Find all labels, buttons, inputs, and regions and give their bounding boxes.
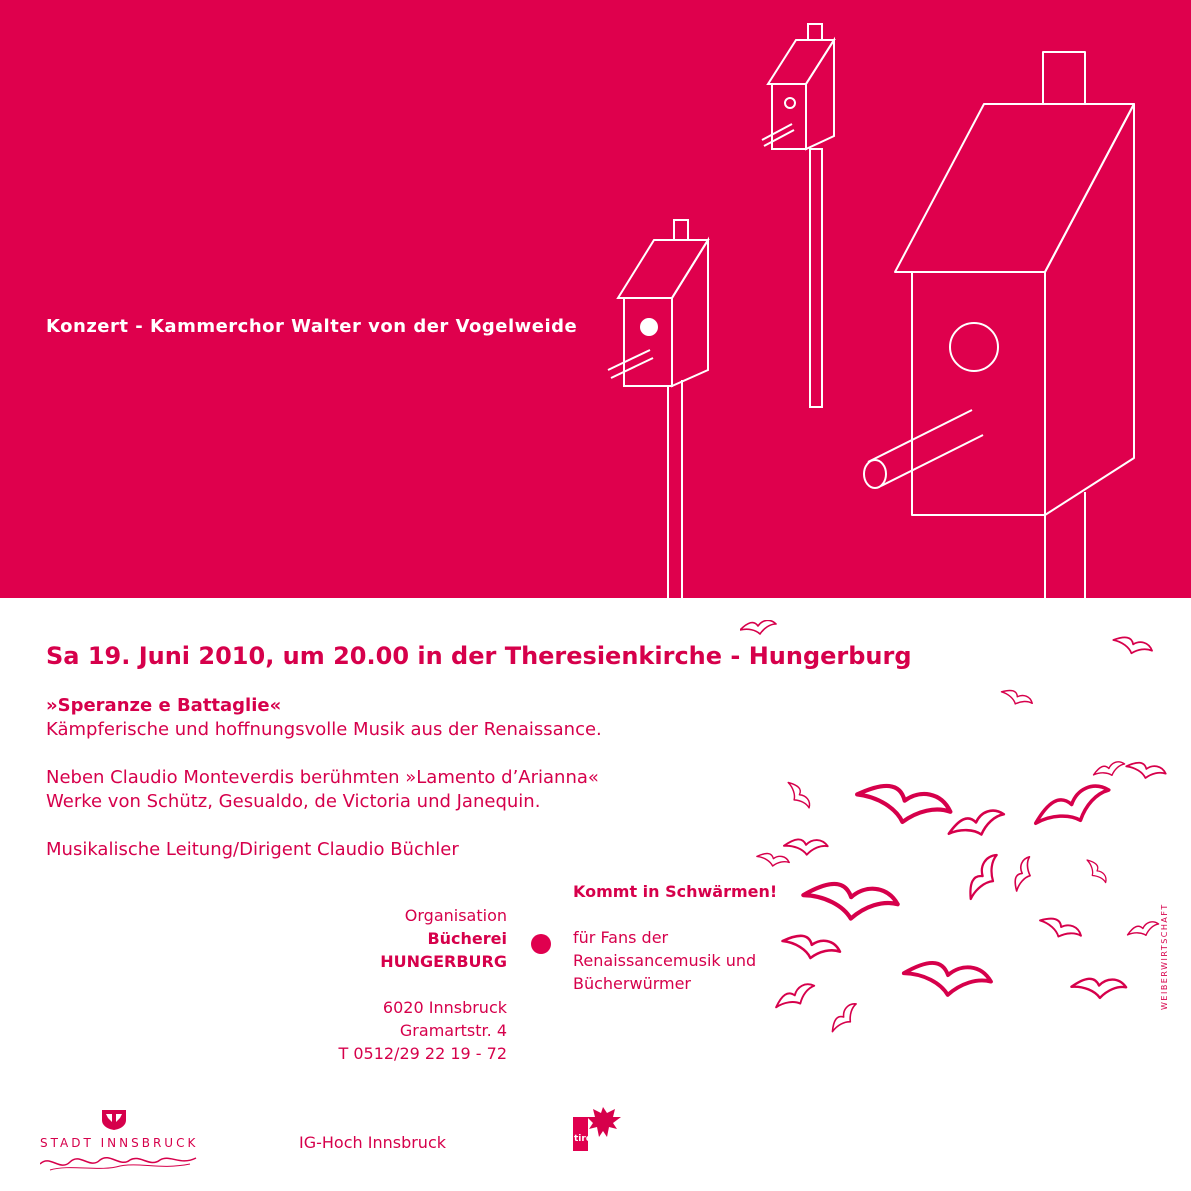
organisation-label: Organisation <box>404 906 507 925</box>
separator-dot <box>531 934 551 954</box>
bird-flock-icon <box>740 620 1180 1060</box>
innsbruck-crest-icon <box>100 1108 260 1130</box>
tirol-text: tirol <box>574 1134 596 1144</box>
promo-line1: für Fans der <box>573 928 669 947</box>
ig-hoch-text: IG-Hoch Innsbruck <box>299 1133 447 1152</box>
organisation-block <box>338 904 507 1065</box>
banner-subtitle: Konzert - Kammerchor Walter von der Vogelweide <box>46 316 578 337</box>
organisation-name2: HUNGERBURG <box>380 952 507 971</box>
organisation-phone: T 0512/29 22 19 - 72 <box>338 1044 507 1063</box>
tirol-eagle-icon <box>573 1103 623 1155</box>
innsbruck-logo-text: STADT INNSBRUCK <box>40 1136 199 1150</box>
designer-credit: WEIBERWIRTSCHAFT <box>1160 903 1169 1010</box>
promo-title: Kommt in Schwärmen! <box>573 882 778 901</box>
small-birdhouse-left <box>608 220 708 598</box>
large-birdhouse <box>864 52 1134 598</box>
organisation-city: 6020 Innsbruck <box>382 998 507 1017</box>
innsbruck-wave-icon <box>40 1150 200 1174</box>
conductor-line: Musikalische Leitung/Dirigent Claudio Büchler <box>46 839 459 860</box>
program-description: Kämpferische und hoffnungsvolle Musik aus der Renaissance. <box>46 719 602 740</box>
promo-line3: Bücherwürmer <box>573 974 692 993</box>
program-title: »Speranze e Battaglie« <box>46 695 282 716</box>
innsbruck-logo-icon <box>40 1108 260 1178</box>
program-works-line2: Werke von Schütz, Gesualdo, de Victoria und Janequin. <box>46 791 541 812</box>
organisation-street: Gramartstr. 4 <box>399 1021 507 1040</box>
event-date: Sa 19. Juni 2010, um 20.00 in der Theresienkirche - Hungerburg <box>46 642 912 670</box>
organisation-name1: Bücherei <box>427 929 507 948</box>
small-birdhouse-top <box>762 24 834 407</box>
program-works-line1: Neben Claudio Monteverdis berühmten »Lamento d’Arianna« <box>46 767 599 788</box>
promo-line2: Renaissancemusik und <box>573 951 757 970</box>
